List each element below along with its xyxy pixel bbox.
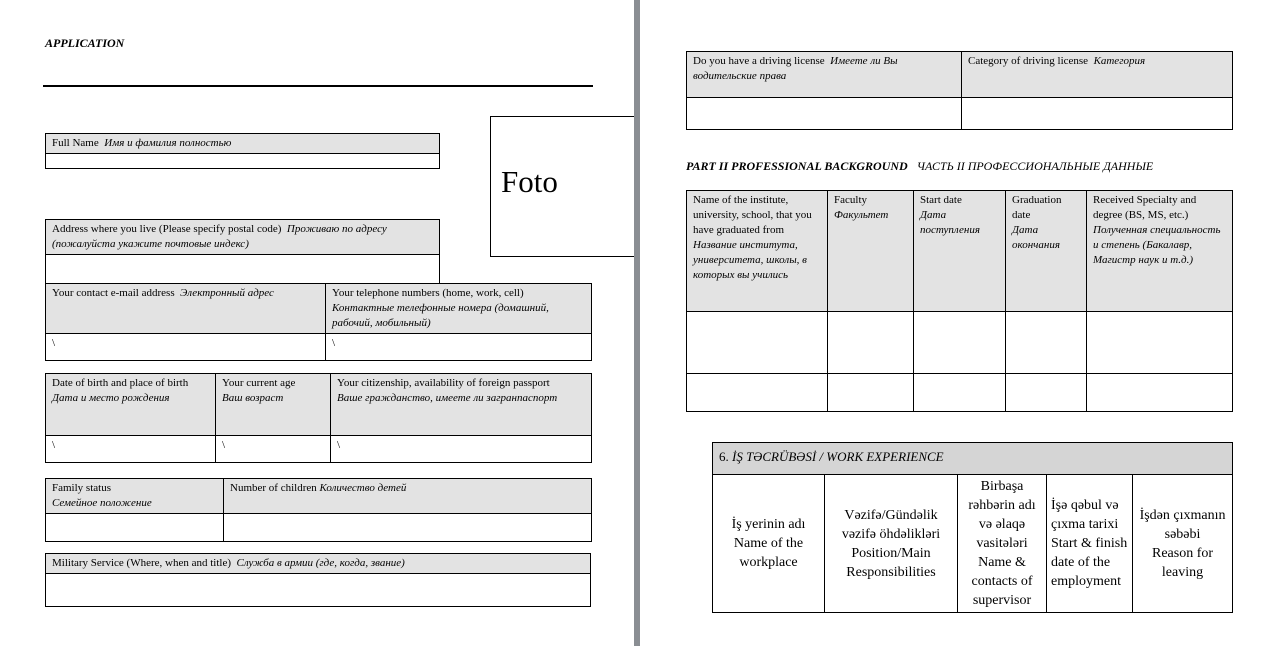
citizenship-field[interactable]: \ [331,436,592,463]
military-table [45,553,591,607]
military-label: Military Service (Where, when and title) Служба в армии (где, когда, звание) [46,554,591,574]
photo-box[interactable] [490,116,635,257]
faculty-cell[interactable] [828,374,914,412]
birth-label: Date of birth and place of birth Дата и место рождения [46,374,216,436]
photo-label: Foto [501,164,558,199]
faculty-cell[interactable] [828,312,914,374]
specialty-cell[interactable] [1087,374,1233,412]
page-title: APPLICATION [45,36,125,50]
phone-label: Your telephone numbers (home, work, cell) Контактные телефонные номера (домашний, рабочий, мобильный) [326,284,592,334]
email-field[interactable]: \ [46,334,326,361]
age-field[interactable]: \ [216,436,331,463]
full-name-field[interactable] [46,154,440,169]
family-table [45,478,592,542]
graduation-date-cell[interactable] [1006,374,1087,412]
work-experience-table [712,442,1233,613]
part2-heading: PART II PROFESSIONAL BACKGROUND ЧАСТЬ II ПРОФЕССИОНАЛЬНЫЕ ДАННЫЕ [686,159,1154,173]
table-row [687,374,1233,412]
address-table [45,219,440,287]
specialty-cell[interactable] [1087,312,1233,374]
start-date-header: Start date Дата поступления [914,191,1006,312]
address-field[interactable] [46,255,440,287]
address-label: Address where you live (Please specify postal code) Проживаю по адресу (пожалуйста укажите почтовые индекс) [46,220,440,255]
full-name-table [45,133,440,169]
full-name-label: Full Name Имя и фамилия полностью [46,134,440,154]
children-label: Number of children Количество детей [224,479,592,514]
start-date-cell[interactable] [914,374,1006,412]
employment-dates-header: İşə qəbul və çıxma tarixi Start & finish date of the employment [1047,475,1133,613]
graduation-date-cell[interactable] [1006,312,1087,374]
license-category-label: Category of driving license Категория [962,52,1233,98]
supervisor-header: Birbaşa rəhbərin adı və əlaqə vasitələri Name & contacts of supervisor [958,475,1047,613]
page-divider [634,0,640,646]
birth-field[interactable]: \ [46,436,216,463]
institute-cell[interactable] [687,312,828,374]
title-divider [43,85,593,87]
family-status-label: Family status Семейное положение [46,479,224,514]
leaving-reason-header: İşdən çıxmanın səbəbi Reason for leaving [1133,475,1233,613]
license-field[interactable] [687,98,962,130]
graduation-date-header: Graduation date Дата окончания [1006,191,1087,312]
age-label: Your current age Ваш возраст [216,374,331,436]
license-table [686,51,1233,130]
table-row [687,312,1233,374]
email-label: Your contact e-mail address Электронный адрес [46,284,326,334]
military-field[interactable] [46,574,591,607]
faculty-header: Faculty Факультет [828,191,914,312]
contact-table [45,283,592,361]
phone-field[interactable]: \ [326,334,592,361]
license-category-field[interactable] [962,98,1233,130]
specialty-header: Received Specialty and degree (BS, MS, etc.) Полученная специальность и степень (Бакалавр, Магистр наук и т.д.) [1087,191,1233,312]
workplace-header: İş yerinin adı Name of the workplace [713,475,825,613]
family-status-field[interactable] [46,514,224,542]
institute-header: Name of the institute, university, school, that you have graduated from Название института, университета, школы, в которых вы учились [687,191,828,312]
children-field[interactable] [224,514,592,542]
citizenship-label: Your citizenship, availability of foreign passport Ваше гражданство, имеете ли загранпаспорт [331,374,592,436]
institute-cell[interactable] [687,374,828,412]
start-date-cell[interactable] [914,312,1006,374]
education-table [686,190,1233,412]
work-experience-header: 6. İŞ TƏCRÜBƏSİ / WORK EXPERIENCE [713,443,1233,475]
license-label: Do you have a driving license Имеете ли Вы водительские права [687,52,962,98]
position-header: Vəzifə/Gündəlik vəzifə öhdəlikləri Position/Main Responsibilities [825,475,958,613]
personal-table [45,373,592,463]
